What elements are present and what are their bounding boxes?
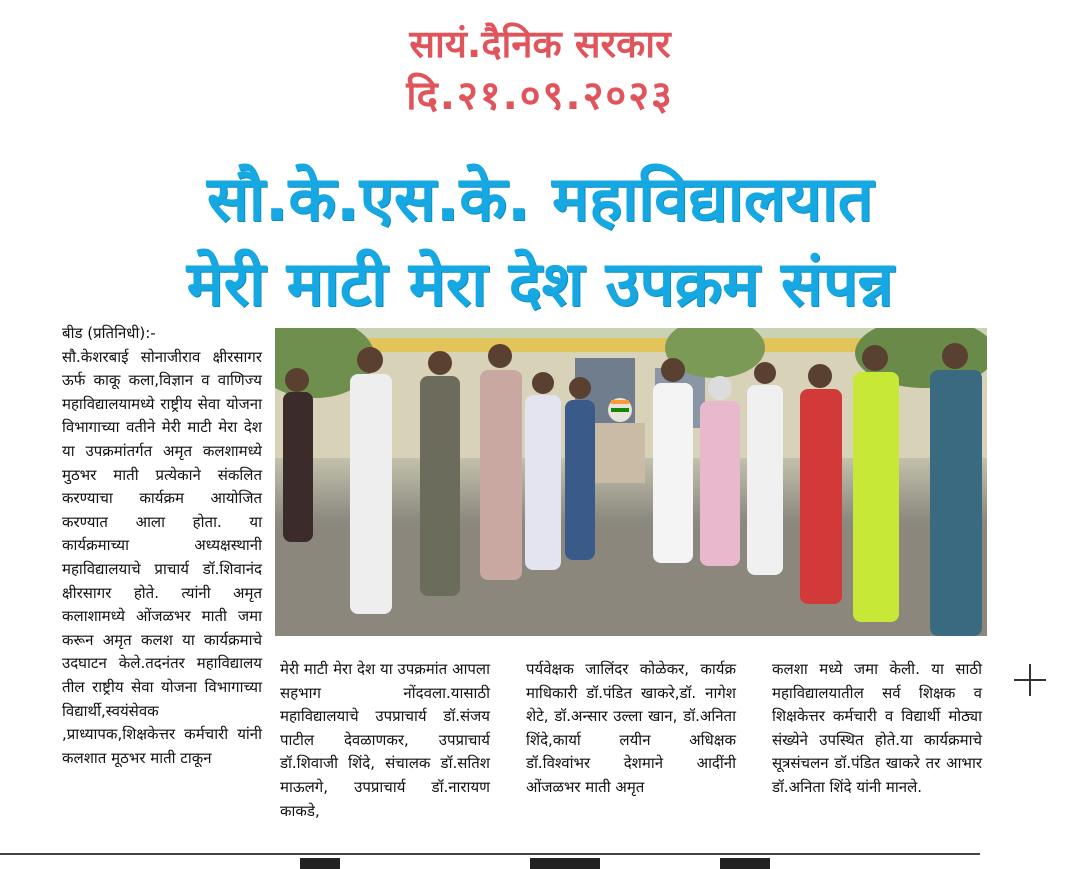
dateline: बीड (प्रतिनिधी):- xyxy=(62,324,156,342)
article-column-2: मेरी माटी मेरा देश या उपक्रमांत आपला सहभाग नोंदवला.यासाठी महाविद्यालयाचे उपप्राचार्य डॉ.संजय पाटील देवळाणकर, उपप्राचार्य डॉ.शिवाजी शिंदे, संचालक डॉ.सतिश माऊलगे, उपप्राचार्य डॉ.नारायण काकडे, xyxy=(280,660,490,820)
publication-date: दि.२१.०९.२०२३ xyxy=(406,73,674,119)
column-divider-rule xyxy=(0,853,980,855)
article-column-3: पर्यवेक्षक जालिंदर कोळेकर, कार्यक्र माधिकारी डॉ.पंडित खाकरे,डॉ. नागेश शेटे, डॉ.अन्सार उल्ला खान, डॉ.अनिता शिंदे,कार्या लयीन अधिक्षक डॉ.विश्वांभर देशमाने आदींनी ओंजळभर माती अमृत xyxy=(526,660,736,796)
next-article-fragment xyxy=(300,858,860,869)
group-photo-illustration xyxy=(275,328,987,636)
article-text-1: सौ.केशरबाई सोनाजीराव क्षीरसागर ऊर्फ काकू कला,विज्ञान व वाणिज्य महाविद्यालयामध्ये राष्ट्रीय सेवा योजना विभागाच्या वतीने मेरी माटी मेरा देश या उपक्रमांतर्गत अमृत कलशामध्ये मुठभर माती प्रत्येकाने संकलित करण्याचा कार्यक्रम आयोजित करण्यात आला होता. या कार्यक्रमाच्या अध्यक्षस्थानी महाविद्यालयाचे प्राचार्य डॉ.शिवानंद क्षीरसागर होते. त्यांनी अमृत कलाशामध्ये ओंजळभर माती जमा करून अमृत कलश या कार्यक्रमाचे उदघाटन केले.तदनंतर महाविद्यालय तील राष्ट्रीय सेवा योजना विभागाच्या विद्यार्थी,स्वयंसेवक ,प्राध्यापक,शिक्षकेत्तर कर्मचारी यांनी कलशात मूठभर माती टाकून xyxy=(62,347,262,767)
headline-line-1: सौ.के.एस.के. महाविद्यालयात xyxy=(206,162,874,235)
article-column-1 xyxy=(62,322,262,770)
newspaper-name: सायं.दैनिक सरकार xyxy=(409,22,671,66)
masthead xyxy=(0,18,1080,122)
event-photo xyxy=(275,328,987,636)
headline-line-2: मेरी माटी मेरा देश उपक्रम संपन्न xyxy=(186,247,894,320)
article-column-4: कलशा मध्ये जमा केली. या साठी महाविद्यालयातील सर्व शिक्षक व शिक्षकेत्तर कर्मचारी व विद्यार्थी मोठ्या संख्येने उपस्थित होते.या कार्यक्रमाचे सूत्रसंचलन डॉ.पंडित खाकरे तर आभार डॉ.अनिता शिंदे यांनी मानले. xyxy=(772,660,982,796)
crosshair-cursor-icon xyxy=(1014,664,1046,696)
